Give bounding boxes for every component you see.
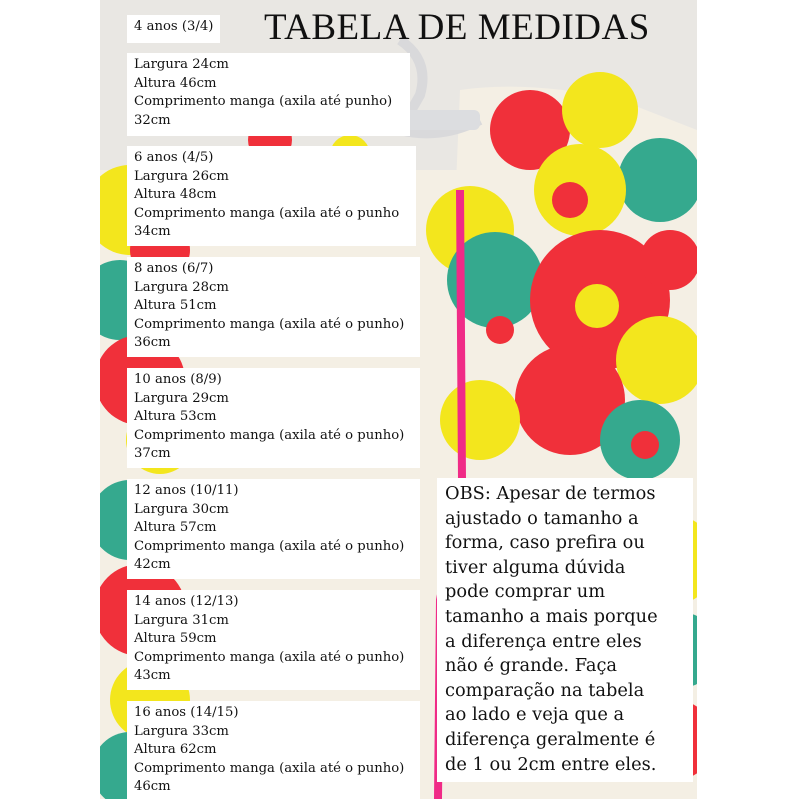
size-height: Altura 46cm: [134, 75, 217, 91]
size-sleeve-value: 42cm: [134, 557, 171, 573]
size-label: 8 anos (6/7): [134, 261, 214, 276]
obs-line: a diferença entre eles: [445, 630, 642, 652]
size-width: Largura 28cm: [134, 279, 229, 295]
size-sleeve: Comprimento manga (axila até o punho: [134, 205, 400, 221]
size-sleeve: Comprimento manga (axila até o punho): [134, 760, 405, 776]
size-label: 12 anos (10/11): [134, 483, 239, 498]
size-card: [127, 53, 410, 136]
obs-line: tamanho a mais porque: [445, 605, 658, 627]
obs-line: tiver alguma dúvida: [445, 556, 626, 578]
size-width: Largura 31cm: [134, 612, 229, 628]
size-height: Altura 53cm: [134, 409, 217, 425]
size-width: Largura 24cm: [134, 57, 229, 72]
obs-line: comparação na tabela: [445, 679, 645, 701]
size-card: [127, 257, 420, 357]
size-card: [127, 146, 416, 246]
size-label: 6 anos (4/5): [134, 150, 214, 165]
page-title: TABELA DE MEDIDAS: [264, 7, 650, 48]
size-label: 4 anos (3/4): [134, 19, 214, 34]
obs-line: não é grande. Faça: [445, 655, 618, 677]
obs-line: OBS: Apesar de termos: [445, 483, 656, 504]
size-sleeve-value: 43cm: [134, 668, 171, 684]
size-label: 16 anos (14/15): [134, 705, 239, 720]
obs-line: pode comprar um: [445, 581, 606, 603]
size-label: 10 anos (8/9): [134, 372, 222, 387]
size-label: 14 anos (12/13): [134, 594, 239, 609]
size-card: [127, 368, 420, 468]
size-sleeve-value: 34cm: [134, 224, 171, 240]
size-height: Altura 51cm: [134, 298, 217, 314]
size-width: Largura 29cm: [134, 390, 229, 406]
size-sleeve: Comprimento manga (axila até punho): [134, 94, 393, 110]
size-sleeve: Comprimento manga (axila até o punho): [134, 649, 405, 665]
size-width: Largura 30cm: [134, 501, 229, 517]
size-card: [127, 479, 420, 579]
size-sleeve-value: 32cm: [134, 112, 171, 128]
size-sleeve: Comprimento manga (axila até o punho): [134, 427, 405, 443]
size-sleeve-value: 46cm: [134, 779, 171, 795]
size-width: Largura 26cm: [134, 168, 229, 184]
size-sleeve: Comprimento manga (axila até o punho): [134, 316, 405, 332]
obs-line: forma, caso prefira ou: [445, 532, 645, 554]
obs-line: ajustado o tamanho a: [445, 507, 639, 529]
size-height: Altura 57cm: [134, 520, 217, 536]
size-card: [127, 701, 420, 799]
size-height: Altura 62cm: [134, 742, 217, 758]
size-card: [127, 590, 420, 690]
size-card-label-only: [127, 15, 220, 43]
obs-line: de 1 ou 2cm entre eles.: [445, 753, 657, 775]
size-height: Altura 59cm: [134, 631, 217, 647]
size-width: Largura 33cm: [134, 723, 229, 739]
obs-note: [437, 478, 693, 782]
obs-line: diferença geralmente é: [445, 728, 656, 750]
obs-line: ao lado e veja que a: [445, 704, 625, 726]
size-sleeve-value: 37cm: [134, 446, 171, 462]
size-sleeve: Comprimento manga (axila até o punho): [134, 538, 405, 554]
size-sleeve-value: 36cm: [134, 335, 171, 351]
size-height: Altura 48cm: [134, 187, 217, 203]
